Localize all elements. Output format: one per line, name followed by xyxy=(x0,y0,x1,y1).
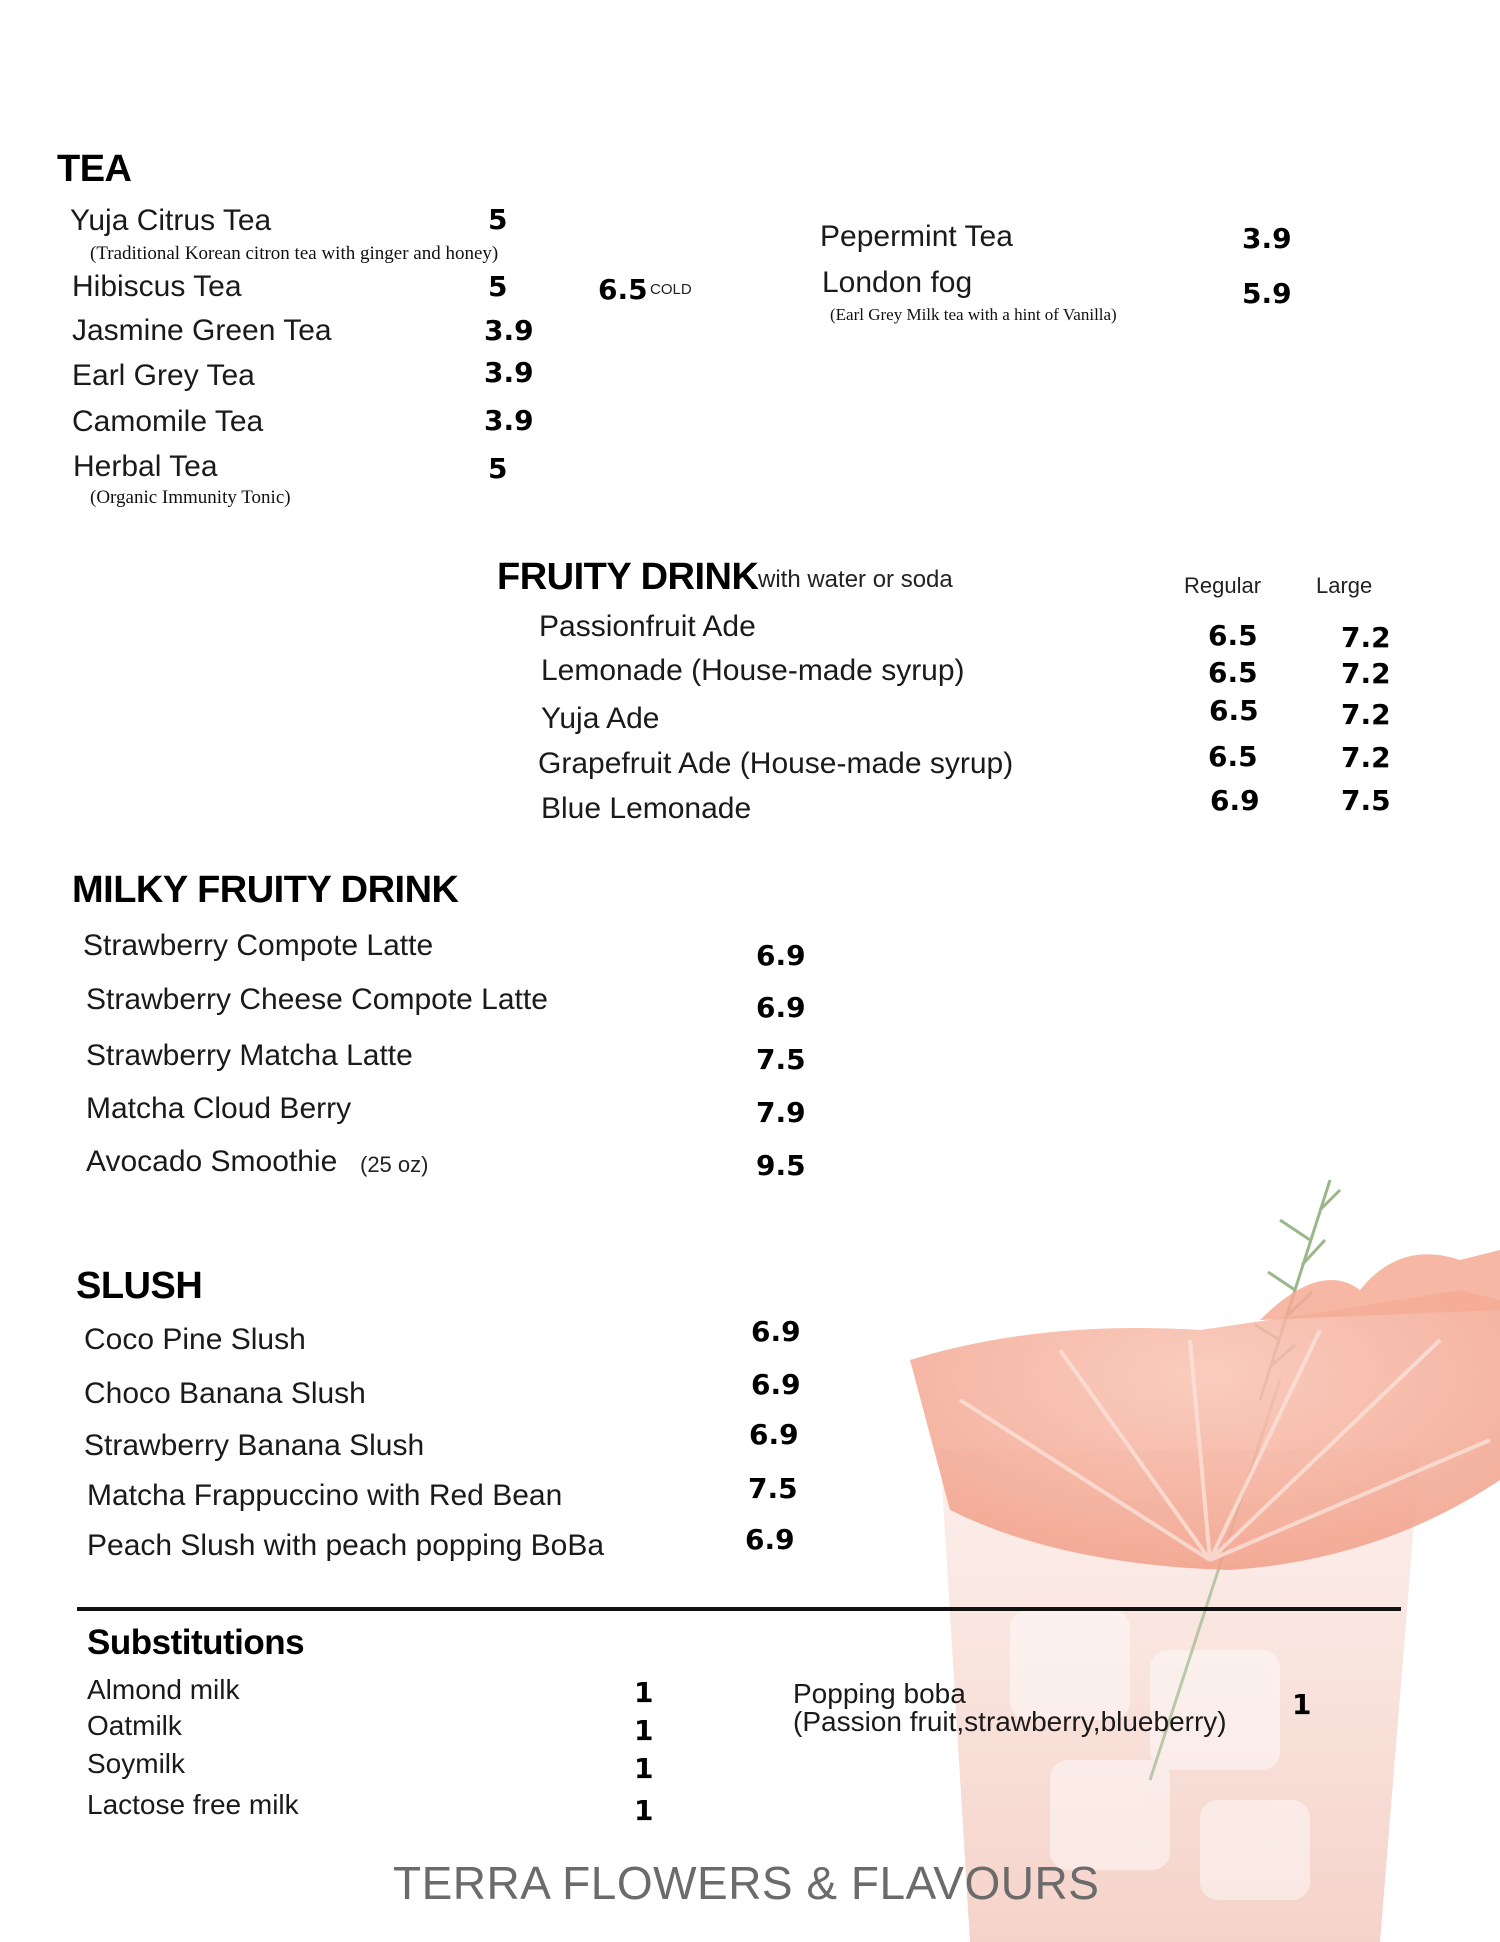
menu-item-name: Matcha Frappuccino with Red Bean xyxy=(87,1479,563,1512)
regular-price: 6.5 xyxy=(1208,656,1258,689)
fruity-subheading: with water or soda xyxy=(758,566,953,593)
regular-price: 6.9 xyxy=(1210,784,1260,817)
menu-item-price: 6.9 xyxy=(745,1523,795,1556)
slush-heading: SLUSH xyxy=(76,1265,203,1307)
large-price: 7.2 xyxy=(1341,698,1391,731)
menu-item-price: 5 xyxy=(488,270,508,303)
menu-item-price: 9.5 xyxy=(756,1149,806,1182)
substitution-name: Lactose free milk xyxy=(87,1789,299,1820)
menu-item-price: 6.9 xyxy=(756,991,806,1024)
substitution-name: Popping boba xyxy=(793,1678,966,1709)
menu-item-price: 6.9 xyxy=(751,1368,801,1401)
menu-item-name: Avocado Smoothie xyxy=(86,1145,338,1178)
regular-price: 6.5 xyxy=(1208,740,1258,773)
menu-item-name: Strawberry Compote Latte xyxy=(83,929,434,962)
menu-item-note: (Organic Immunity Tonic) xyxy=(90,487,291,508)
menu-item-price: 5 xyxy=(488,203,508,236)
menu-item-name: Herbal Tea xyxy=(73,450,218,483)
menu-item-name: Coco Pine Slush xyxy=(84,1323,306,1356)
substitution-price: 1 xyxy=(634,1794,654,1827)
substitution-price: 1 xyxy=(634,1752,654,1785)
menu-item-name: Yuja Citrus Tea xyxy=(70,204,272,237)
regular-price: 6.5 xyxy=(1208,619,1258,652)
menu-item-name: Pepermint Tea xyxy=(820,220,1013,253)
menu-item-name: Earl Grey Tea xyxy=(72,359,255,392)
menu-item-price: 7.5 xyxy=(756,1043,806,1076)
menu-item-price: 3.9 xyxy=(484,404,534,437)
regular-price: 6.5 xyxy=(1209,694,1259,727)
substitution-price: 1 xyxy=(634,1676,654,1709)
brand-footer: TERRA FLOWERS & FLAVOURS xyxy=(393,1857,1100,1909)
menu-item-price: 3.9 xyxy=(484,356,534,389)
menu-item-name: Grapefruit Ade (House-made syrup) xyxy=(538,747,1014,780)
section-divider xyxy=(77,1607,1401,1611)
menu-item-name: London fog xyxy=(822,266,973,299)
menu-item-name: Lemonade (House-made syrup) xyxy=(541,654,965,687)
menu-item-price: 6.9 xyxy=(749,1418,799,1451)
column-header-large: Large xyxy=(1316,573,1373,598)
menu-item-note: (Earl Grey Milk tea with a hint of Vanilla) xyxy=(830,305,1117,324)
substitutions-heading: Substitutions xyxy=(87,1623,305,1662)
menu-item-name: Jasmine Green Tea xyxy=(72,314,332,347)
menu-item-name: Yuja Ade xyxy=(541,702,660,735)
substitution-name: Soymilk xyxy=(87,1748,186,1779)
milky-heading: MILKY FRUITY DRINK xyxy=(72,869,459,911)
tea-heading: TEA xyxy=(57,148,132,190)
substitution-price: 1 xyxy=(634,1714,654,1747)
substitution-name: Almond milk xyxy=(87,1674,240,1705)
column-header-regular: Regular xyxy=(1184,573,1262,598)
menu-item-price: 6.9 xyxy=(751,1315,801,1348)
large-price: 7.2 xyxy=(1341,621,1391,654)
menu-item-name: Blue Lemonade xyxy=(541,792,752,825)
menu-item-name: Hibiscus Tea xyxy=(72,270,242,303)
menu-item-name: Matcha Cloud Berry xyxy=(86,1092,352,1125)
menu-item-price: 5.9 xyxy=(1242,277,1292,310)
menu-item-name: Peach Slush with peach popping BoBa xyxy=(87,1529,605,1562)
menu-item-note: (Traditional Korean citron tea with ginger and honey) xyxy=(90,243,499,264)
cold-price: 6.5 xyxy=(598,273,648,306)
fruity-heading: FRUITY DRINK xyxy=(497,556,759,598)
menu-item-name: Passionfruit Ade xyxy=(539,610,756,643)
size-note: (25 oz) xyxy=(360,1152,429,1177)
cold-label: COLD xyxy=(650,281,692,298)
menu-item-name: Camomile Tea xyxy=(72,405,264,438)
menu-item-price: 5 xyxy=(488,452,508,485)
large-price: 7.5 xyxy=(1341,784,1391,817)
large-price: 7.2 xyxy=(1341,741,1391,774)
menu-item-price: 6.9 xyxy=(756,939,806,972)
substitution-price: 1 xyxy=(1292,1688,1312,1721)
menu-item-name: Strawberry Banana Slush xyxy=(84,1429,425,1462)
menu-item-name: Strawberry Matcha Latte xyxy=(86,1039,413,1072)
menu-item-name: Strawberry Cheese Compote Latte xyxy=(86,983,548,1016)
menu-item-price: 3.9 xyxy=(1242,222,1292,255)
large-price: 7.2 xyxy=(1341,657,1391,690)
menu-item-price: 7.9 xyxy=(756,1096,806,1129)
grapefruit-drink-illustration xyxy=(900,1180,1500,1942)
menu-item-price: 7.5 xyxy=(748,1472,798,1505)
substitution-name: Oatmilk xyxy=(87,1710,182,1741)
substitution-detail: (Passion fruit,strawberry,blueberry) xyxy=(793,1706,1227,1737)
menu-item-price: 3.9 xyxy=(484,314,534,347)
menu-item-name: Choco Banana Slush xyxy=(84,1377,366,1410)
